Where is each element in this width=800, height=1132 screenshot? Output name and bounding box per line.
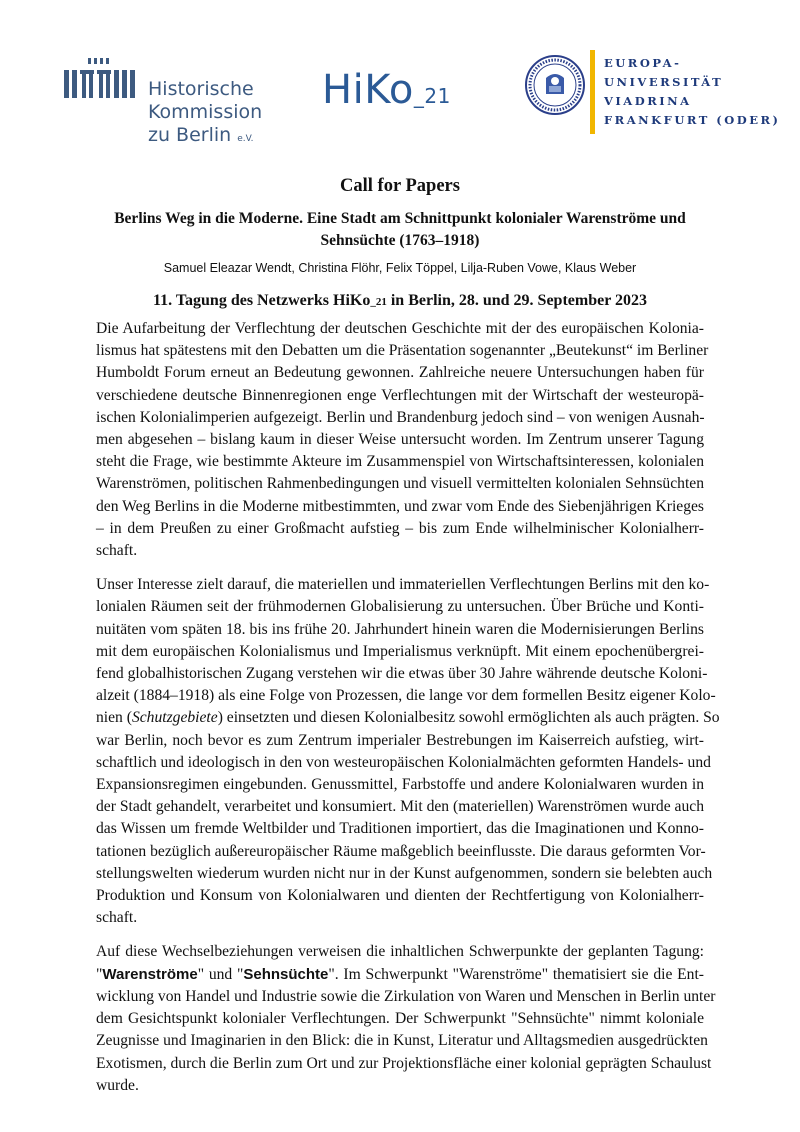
university-line1: EUROPA-UNIVERSITÄT (604, 56, 724, 89)
body-text (96, 318, 720, 1109)
text-line: Produktion und Konsum von Kolonialwaren und dienten der Rechtfertigung von Kolonialherr- (96, 887, 704, 905)
text-line: verschiedene deutsche Binnenregionen enge Verflechtungen mit der Wirtschaft der westeuropä- (96, 386, 704, 404)
university-accent-bar (590, 50, 595, 134)
university-line2: VIADRINA (604, 94, 692, 108)
subtitle-line2: Sehnsüchte (1763–1918) (320, 232, 480, 249)
hk-line1: Historische (148, 78, 254, 100)
text-line: steht die Frage, wie bestimmte Akteure im Zusammenspiel von Wirtschaftsinteressen, kolonialen (96, 453, 704, 471)
university-name (604, 54, 800, 130)
hk-line2: Kommission (148, 101, 263, 123)
hk-line3: zu Berlin e.V. (148, 124, 254, 146)
hk-columns-icon (64, 58, 140, 100)
paragraph-intro (96, 318, 709, 562)
text-line: fend globalhistorischen Zugang verstehen wir die etwas über 30 Jahre währende deutsche Koloni- (96, 665, 708, 683)
text-line: war Berlin, noch bevor es zum Zentrum imperialer Bestrebungen im Kaiserreich aufstieg, wirt- (96, 731, 704, 749)
text-line: den Weg Berlins in die Moderne mitbestimmten, und zwar vom Ende des Siebenjährigen Krieges (96, 497, 704, 515)
text-line: lonialen Räumen seit der frühmodernen Globalisierung zu untersuchen. Über Brüche und Konti- (96, 598, 704, 616)
text-line: Exotismen, durch die Berlin zum Ort und zur Projektionsfläche einer kolonial geprägten Schaulust (96, 1054, 712, 1072)
text-line: Warenströmen, politischen Rahmenbedingungen und visuell vermittelten kolonialen Sehnsüchten (96, 475, 704, 493)
text-line: wurde. (96, 1076, 139, 1094)
text-line: schaftlich und ideologisch in den von westeuropäischen Kolonialmächten geformten Handels- und (96, 753, 711, 771)
text-line: Unser Interesse zielt darauf, die materiellen und immateriellen Verflechtungen Berlins mit den ko- (96, 576, 710, 594)
paragraph-focus (96, 941, 716, 1096)
text-line: Die Aufarbeitung der Verflechtung der deutschen Geschichte mit der des europäischen Kolonia- (96, 320, 704, 337)
text-line: nien (Schutzgebiete) einsetzten und diesen Kolonialbesitz sowohl ermöglichten als auch prägten. So (96, 709, 720, 727)
text-line: stellungswelten wiederum wurden nicht nur in der Kunst aufgenommen, sondern sie belebten auch (96, 864, 713, 882)
text-line: "Warenströme" und "Sehnsüchte". Im Schwerpunkt "Warenströme" thematisiert sie die Ent- (96, 965, 704, 983)
university-seal-icon (524, 54, 586, 116)
text-line: Zeugnisse und Imaginarien in den Blick: die in Kunst, Literatur und Alltagsmedien ausgedrückten (96, 1032, 708, 1050)
text-line: schaft. (96, 542, 138, 560)
text-line: der Stadt gehandelt, verarbeitet und konsumiert. Mit den (materiellen) Warenströmen wurde auch (96, 798, 704, 816)
paragraph-interest (96, 574, 720, 929)
document-subtitle (96, 208, 704, 252)
text-line: lismus hat spätestens mit den Debatten um die Präsentation sogenannter „Beutekunst“ im Berliner (96, 342, 709, 360)
text-line: ischen Kolonialimperien aufgezeigt. Berlin und Brandenburg jedoch sind – von wenigen Ausnah- (96, 408, 705, 426)
text-line: das Wissen um fremde Weltbilder und Traditionen importiert, das die Imaginationen und Konno- (96, 820, 704, 838)
hk-logo-text (148, 78, 262, 151)
text-line: mit dem europäischen Kolonialismus und Imperialismus verknüpft. Mit einem epochenübergrei- (96, 642, 704, 660)
document-heading: Call for Papers (340, 176, 460, 196)
author-list: Samuel Eleazar Wendt, Christina Flöhr, Felix Töppel, Lilja-Ruben Vowe, Klaus Weber (163, 261, 637, 275)
subtitle-line1: Berlins Weg in die Moderne. Eine Stadt am Schnittpunkt kolonialer Warenströme und (114, 210, 686, 227)
text-line: alzeit (1884–1918) als eine Folge von Prozessen, die lange vor dem formellen Besitz eigener Kolo- (96, 687, 716, 705)
text-line: men abgesehen – bislang kaum in dieser Weise untersucht worden. Im Zentrum unserer Tagung (96, 431, 704, 449)
text-line: schaft. (96, 909, 138, 927)
text-line: Humboldt Forum erneut an Bedeutung gewonnen. Zahlreiche neuere Untersuchungen haben für (96, 364, 704, 382)
university-line3: FRANKFURT (ODER) (604, 113, 781, 127)
historische-kommission-logo (64, 42, 284, 162)
text-line: Expansionsregimen eingebunden. Genussmittel, Farbstoffe und andere Kolonialwaren wurden in (96, 776, 704, 794)
hk-ev: e.V. (237, 134, 254, 144)
text-line: – in dem Preußen zu einer Großmacht aufstieg – bis zum Ende wilhelminischer Kolonialherr- (96, 519, 704, 537)
text-line: Auf diese Wechselbeziehungen verweisen die inhaltlichen Schwerpunkte der geplanten Tagung: (96, 943, 704, 961)
hiko21-logo: HiKo_21 (322, 67, 451, 113)
meeting-info: 11. Tagung des Netzwerks HiKo_21 in Berlin, 28. und 29. September 2023 (152, 292, 648, 309)
text-line: nuitäten vom späten 18. bis ins frühe 20. Jahrhundert hinein waren die Modernisierungen Berlins (96, 620, 704, 638)
text-line: tationen bezüglich außereuropäischer Räume maßgeblich beeinflusste. Die daraus geformten Vor- (96, 842, 706, 860)
text-line: wicklung von Handel und Industrie sowie die Zirkulation von Waren und Menschen in Berlin unter (96, 987, 716, 1005)
text-line: dem Gesichtspunkt kolonialer Verflechtungen. Der Schwerpunkt "Sehnsüchte" nimmt koloniale (96, 1010, 704, 1028)
